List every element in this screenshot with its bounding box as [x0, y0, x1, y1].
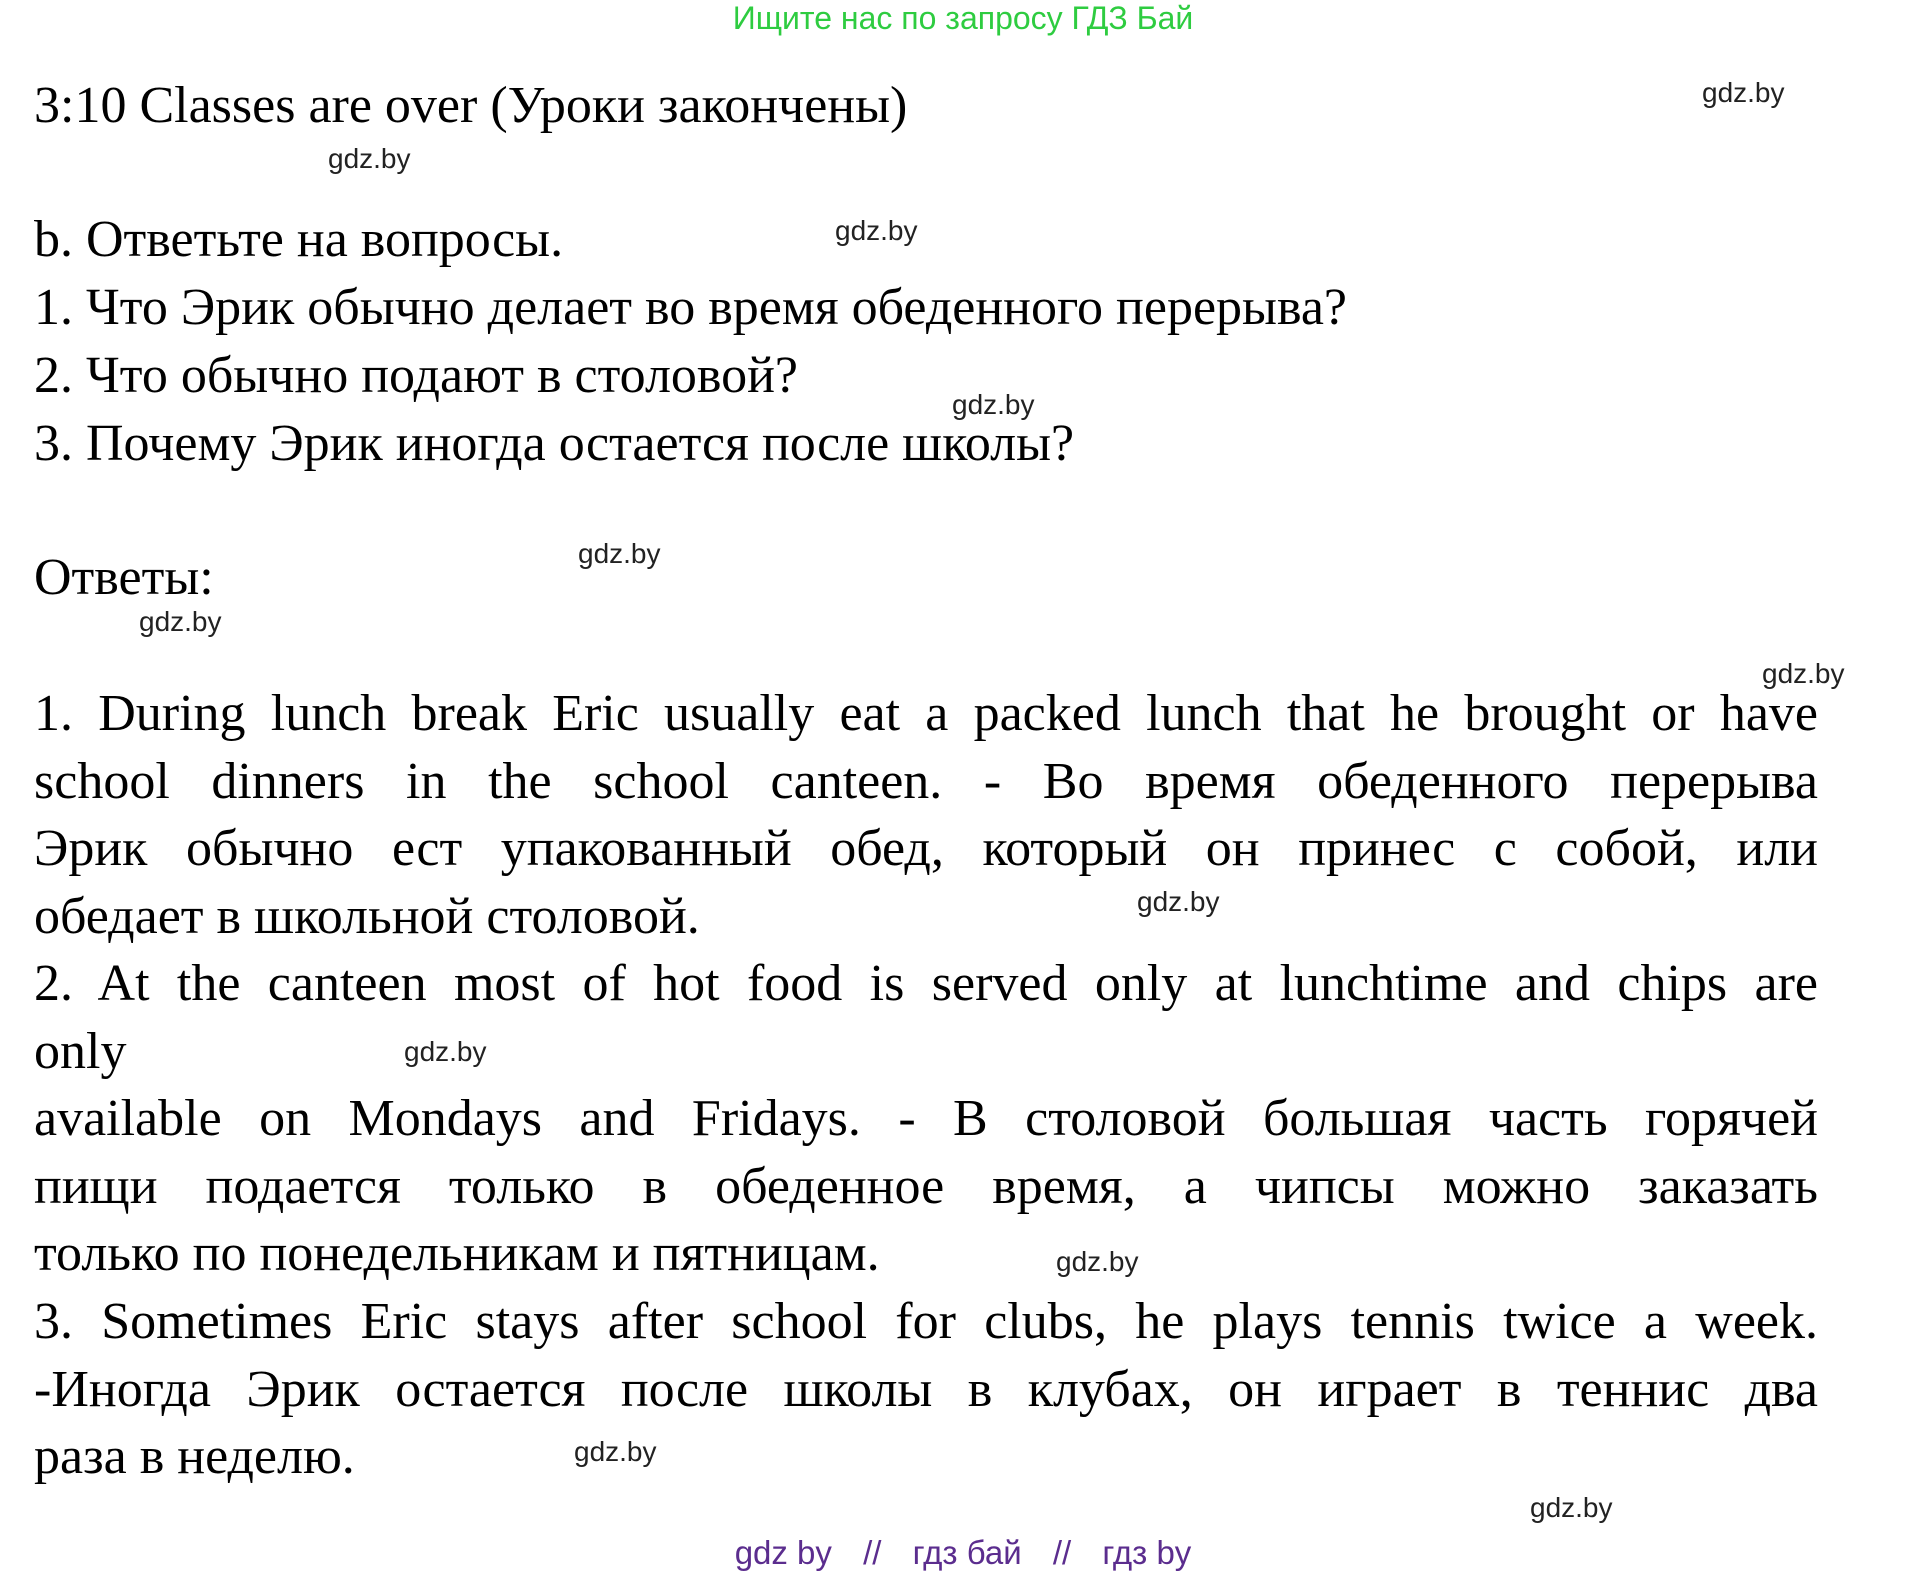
answer-1-line: 1. During lunch break Eric usually eat a packed lunch that he brought or have: [34, 685, 1818, 742]
watermark: gdz.by: [139, 606, 222, 637]
watermark: gdz.by: [574, 1436, 657, 1467]
answer-3: [34, 1288, 1818, 1491]
answers-heading: Ответы:: [34, 549, 214, 606]
page-title: 3:10 Classes are over (Уроки закончены): [34, 77, 908, 134]
answer-2-line: 2. At the canteen most of hot food is served only at lunchtime and chips are: [34, 955, 1818, 1012]
watermark: gdz.by: [404, 1036, 487, 1067]
answer-1-line: Эрик обычно ест упакованный обед, который он принес с собой, или: [34, 820, 1818, 877]
answer-3-line: -Иногда Эрик остается после школы в клубах, он играет в теннис два: [34, 1360, 1818, 1418]
watermark: gdz.by: [1056, 1246, 1139, 1277]
search-banner: Ищите нас по запросу ГДЗ Бай: [732, 0, 1194, 36]
answer-3-line: 3. Sometimes Eric stays after school for clubs, he plays tennis twice a week.: [34, 1293, 1818, 1350]
answer-1: [34, 680, 1818, 950]
task-heading: b. Ответьте на вопросы.: [34, 211, 564, 268]
answer-2-line: только по понедельникам и пятницам.: [34, 1225, 880, 1282]
watermark: gdz.by: [952, 389, 1035, 420]
question-2: 2. Что обычно подают в столовой?: [34, 347, 799, 404]
answer-2-line: пищи подается только в обеденное время, а чипсы можно заказать: [34, 1157, 1818, 1215]
footer-link-gdz-bai[interactable]: гдз бай: [912, 1534, 1022, 1571]
answer-2-line: only: [34, 1022, 127, 1080]
question-3: 3. Почему Эрик иногда остается после школы?: [34, 415, 1075, 472]
watermark: gdz.by: [1762, 658, 1845, 689]
answer-1-line: school dinners in the school canteen. - Во время обеденного перерыва: [34, 752, 1818, 810]
answer-3-line: раза в неделю.: [34, 1428, 355, 1485]
watermark: gdz.by: [835, 215, 918, 246]
footer-separator: //: [863, 1534, 882, 1571]
watermark: gdz.by: [1702, 77, 1785, 108]
footer-link-gdz-by-ru[interactable]: гдз by: [1102, 1534, 1192, 1571]
watermark: gdz.by: [328, 143, 411, 174]
watermark: gdz.by: [1137, 886, 1220, 917]
answer-2: [34, 950, 1818, 1288]
question-1: 1. Что Эрик обычно делает во время обеденного перерыва?: [34, 279, 1347, 336]
footer-links: [0, 1535, 1926, 1571]
watermark: gdz.by: [578, 538, 661, 569]
footer-separator: //: [1052, 1534, 1072, 1571]
footer-link-gdz-by[interactable]: gdz by: [734, 1534, 832, 1571]
watermark: gdz.by: [1530, 1492, 1613, 1523]
answer-1-line: обедает в школьной столовой.: [34, 887, 700, 945]
answer-2-line: available on Mondays and Fridays. - В столовой большая часть горячей: [34, 1090, 1818, 1147]
